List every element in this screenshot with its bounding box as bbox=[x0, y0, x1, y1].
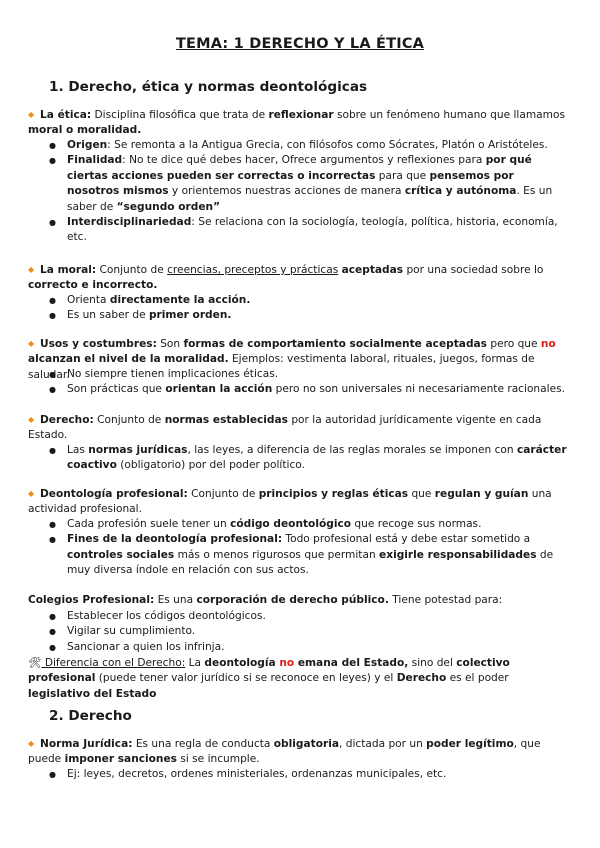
diamond-bullet-icon: ◆ bbox=[28, 739, 35, 748]
norma-term: Norma Jurídica: bbox=[40, 738, 133, 750]
moral-paragraph: ◆ La moral: Conjunto de creencias, preceptos y prácticas aceptadas por una sociedad sobre lo correcto e incorrecto. bbox=[28, 264, 544, 292]
diamond-bullet-icon: ◆ bbox=[28, 110, 35, 119]
list-item: ● Vigilar su cumplimiento. bbox=[49, 624, 569, 639]
list-item: ● Fines de la deontología profesional: Todo profesional está y debe estar sometido a controles sociales más o menos rigurosos que permitan exigirle responsabilidades de muy diversa índole en relación con sus actos. bbox=[49, 532, 569, 578]
usos-paragraph: ◆ Usos y costumbres: Son formas de comportamiento socialmente aceptadas pero que no alcanzan el nivel de la moralidad. Ejemplos: vestimenta laboral, rituales, juegos, formas de saludar. bbox=[28, 338, 556, 381]
usos-list bbox=[49, 367, 569, 398]
diferencia-paragraph: 🛠 Diferencia con el Derecho: La deontología no emana del Estado, sino del colectivo profesional (puede tener valor jurídico si se reconoce en leyes) y el Derecho es el poder legislativo del Estado bbox=[28, 657, 510, 700]
moral-term: La moral: bbox=[40, 264, 97, 276]
list-item: ● Sancionar a quien los infrinja. bbox=[49, 640, 569, 655]
etica-paragraph: ◆ La ética: Disciplina filosófica que trata de reflexionar sobre un fenómeno humano que llamamos moral o moralidad. bbox=[28, 109, 565, 137]
diamond-bullet-icon: ◆ bbox=[28, 265, 35, 274]
colegios-list bbox=[49, 609, 569, 655]
colegios-term: Colegios Profesional: bbox=[28, 594, 155, 606]
etica-list bbox=[49, 138, 569, 246]
diamond-bullet-icon: ◆ bbox=[28, 415, 35, 424]
deontologia-list bbox=[49, 517, 569, 579]
page-title: TEMA: 1 DERECHO Y LA ÉTICA bbox=[175, 36, 425, 52]
list-item: ● Finalidad: No te dice qué debes hacer, Ofrece argumentos y reflexiones para por qué ciertas acciones pueden ser correctas o incorrectas para que pensemos por nosotros mismos y orientemos nuestras acciones de manera crítica y autónoma. Es un saber de “segundo orden” bbox=[49, 153, 569, 215]
section-heading-1: 1. Derecho, ética y normas deontológicas bbox=[49, 79, 368, 95]
list-item: ● No siempre tienen implicaciones éticas. bbox=[49, 367, 569, 382]
etica-term: La ética: bbox=[40, 109, 92, 121]
list-item: ● Ej: leyes, decretos, ordenes ministeriales, ordenanzas municipales, etc. bbox=[49, 767, 569, 782]
tools-icon: 🛠 bbox=[28, 657, 42, 669]
derecho-term: Derecho: bbox=[40, 414, 94, 426]
section-heading-2: 2. Derecho bbox=[49, 708, 132, 724]
deontologia-paragraph: ◆ Deontología profesional: Conjunto de principios y reglas éticas que regulan y guían una actividad profesional. bbox=[28, 488, 552, 516]
list-item: ● Orienta directamente la acción. bbox=[49, 293, 569, 308]
colegios-paragraph: Colegios Profesional: Es una corporación de derecho público. Tiene potestad para: bbox=[28, 594, 503, 606]
list-item: ● Es un saber de primer orden. bbox=[49, 308, 569, 323]
list-item: ● Son prácticas que orientan la acción pero no son universales ni necesariamente racionales. bbox=[49, 382, 569, 397]
diamond-bullet-icon: ◆ bbox=[28, 489, 35, 498]
list-item: ● Cada profesión suele tener un código deontológico que recoge sus normas. bbox=[49, 517, 569, 532]
list-item: ● Origen: Se remonta a la Antigua Grecia, con filósofos como Sócrates, Platón o Aristóteles. bbox=[49, 138, 569, 153]
norma-list bbox=[49, 767, 569, 782]
derecho-paragraph: ◆ Derecho: Conjunto de normas establecidas por la autoridad jurídicamente vigente en cada Estado. bbox=[28, 414, 542, 442]
diamond-bullet-icon: ◆ bbox=[28, 339, 35, 348]
list-item: ● Interdisciplinariedad: Se relaciona con la sociología, teología, política, historia, economía, etc. bbox=[49, 215, 569, 246]
moral-list bbox=[49, 293, 569, 324]
usos-term: Usos y costumbres: bbox=[40, 338, 157, 350]
norma-paragraph: ◆ Norma Jurídica: Es una regla de conducta obligatoria, dictada por un poder legítimo, que puede imponer sanciones si se incumple. bbox=[28, 738, 541, 766]
list-item: ● Establecer los códigos deontológicos. bbox=[49, 609, 569, 624]
list-item: ● Las normas jurídicas, las leyes, a diferencia de las reglas morales se imponen con carácter coactivo (obligatorio) por del poder político. bbox=[49, 443, 569, 474]
derecho-list bbox=[49, 443, 569, 474]
deontologia-term: Deontología profesional: bbox=[40, 488, 188, 500]
